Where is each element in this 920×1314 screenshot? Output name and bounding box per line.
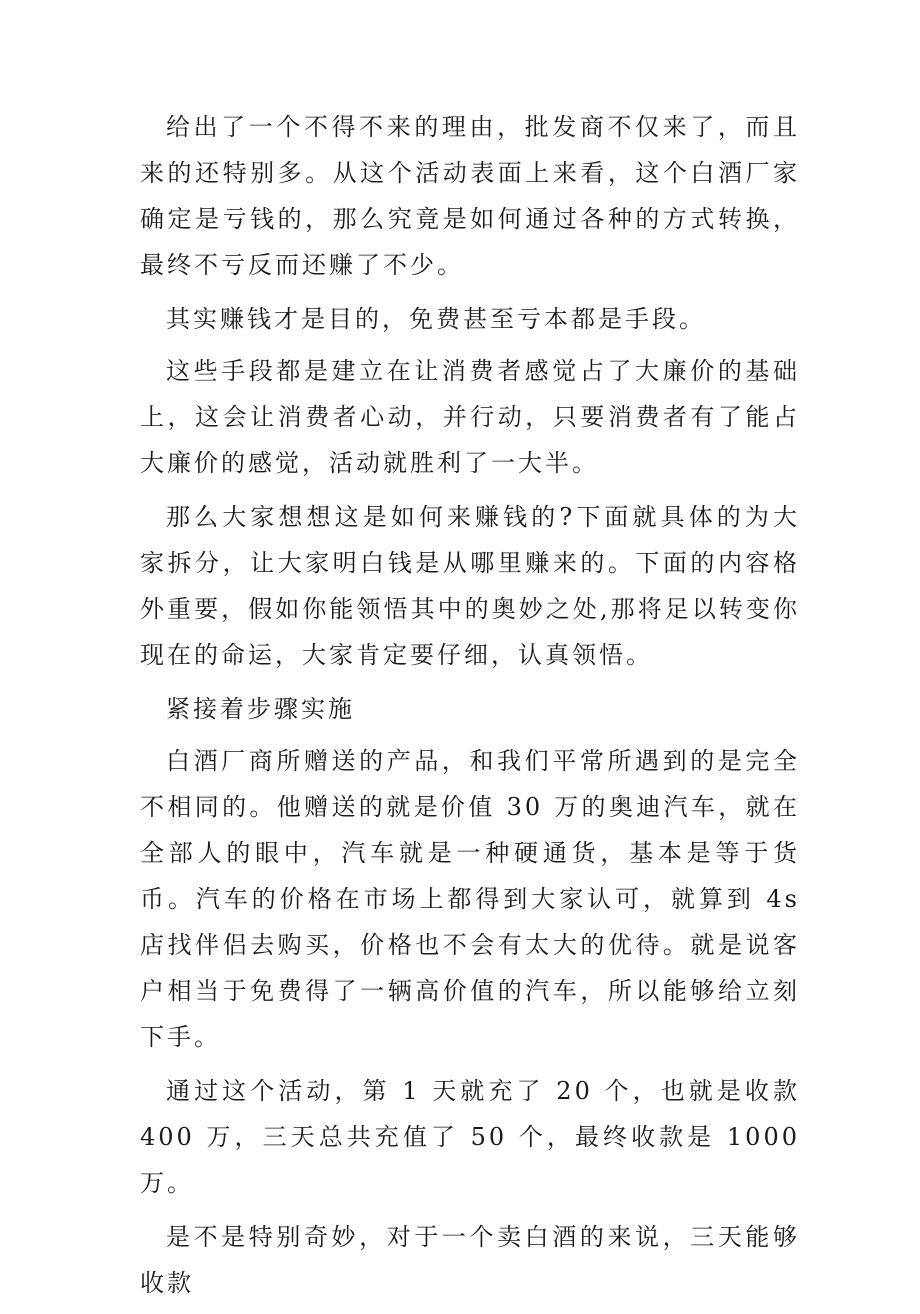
paragraph-7: 是不是特别奇妙，对于一个卖白酒的来说，三天能够收款 — [140, 1223, 800, 1297]
paragraph-4: 那么大家想想这是如何来赚钱的?下面就具体的为大家拆分，让大家明白钱是从哪里赚来的。下面的内容格外重要，假如你能领悟其中的奥妙之处,那将足以转变你现在的命运，大家肯定要仔细，认真领悟。 — [140, 503, 800, 669]
paragraph-1: 给出了一个不得不来的理由，批发商不仅来了，而且来的还特别多。从这个活动表面上来看，这个白酒厂家确定是亏钱的，那么究竟是如何通过各种的方式转换，最终不亏反而还赚了不少。 — [140, 113, 800, 279]
paragraph-5: 白酒厂商所赠送的产品，和我们平常所遇到的是完全不相同的。他赠送的就是价值 30 万的奥迪汽车，就在全部人的眼中，汽车就是一种硬通货，基本是等于货币。汽车的价格在市场上都得到大家认可，就算到 4s 店找伴侣去购买，价格也不会有太大的优待。就是说客户相当于免费得了一辆高价值的汽车，所以能够给立刻下手。 — [140, 747, 800, 1051]
section-heading: 紧接着步骤实施 — [166, 695, 355, 723]
paragraph-2: 其实赚钱才是目的，免费甚至亏本都是手段。 — [166, 305, 706, 333]
document-page — [140, 104, 800, 1314]
paragraph-6: 通过这个活动，第 1 天就充了 20 个，也就是收款 400 万，三天总共充值了 50 个，最终收款是 1000 万。 — [140, 1077, 800, 1197]
paragraph-3: 这些手段都是建立在让消费者感觉占了大廉价的基础上，这会让消费者心动，并行动，只要消费者有了能占大廉价的感觉，活动就胜利了一大半。 — [140, 357, 800, 477]
